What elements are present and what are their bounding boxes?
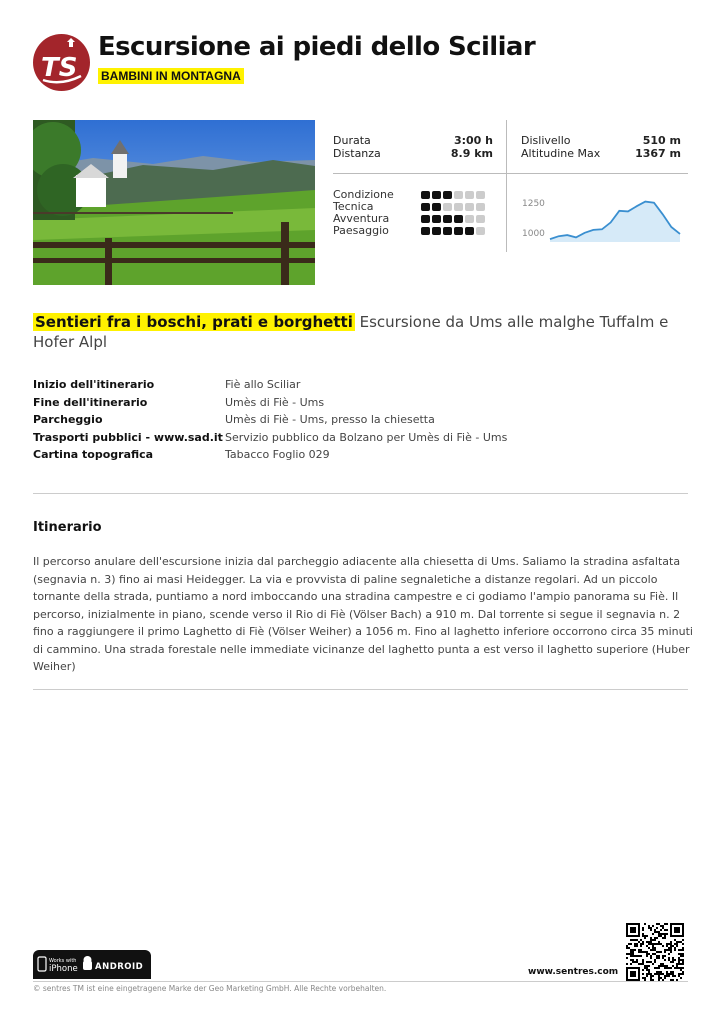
info-value: Umès di Fiè - Ums, presso la chiesetta: [225, 413, 435, 426]
rating-dot: [465, 203, 474, 211]
intro-description: Escursione da Ums alle malghe Tuffalm e Hofer Alpl: [33, 313, 669, 351]
rating-label: Paesaggio: [333, 224, 389, 237]
rating-dots: [421, 215, 485, 223]
iphone-icon: [38, 957, 46, 971]
rating-dot: [476, 203, 485, 211]
info-value: Servizio pubblico da Bolzano per Umès di Fiè - Ums: [225, 430, 508, 444]
dislivello-value: 510 m: [642, 134, 681, 147]
info-value: Tabacco Foglio 029: [225, 448, 330, 461]
rating-label: Tecnica: [333, 200, 374, 213]
android-icon: [83, 956, 92, 970]
rating-dot: [476, 191, 485, 199]
stats-left: [333, 134, 493, 160]
rating-dot: [443, 203, 452, 211]
rating-dots: [421, 203, 485, 211]
section-divider: [33, 493, 688, 494]
rating-dots: [421, 191, 485, 199]
badge-android-text: ANDROID: [95, 962, 144, 972]
rating-dot: [476, 227, 485, 235]
rating-dot: [421, 191, 430, 199]
info-key: Parcheggio: [33, 413, 103, 426]
logo-text: TS: [41, 53, 78, 83]
altitudine-value: 1367 m: [635, 147, 681, 160]
rating-label: Condizione: [333, 188, 394, 201]
rating-dot: [454, 215, 463, 223]
copyright-text: © sentres TM ist eine eingetragene Marke der Geo Marketing GmbH. Alle Rechte vorbehalten.: [33, 984, 387, 993]
rating-dot: [421, 227, 430, 235]
dislivello-label: Dislivello: [521, 134, 571, 147]
page-subtitle: BAMBINI IN MONTAGNA: [98, 68, 244, 84]
y-tick-label: 1250: [522, 199, 545, 209]
info-row: [33, 411, 507, 429]
itinerario-body: Il percorso anulare dell'escursione inizia dal parcheggio adiacente alla chiesetta di Ums. Saliamo la stradina asfaltata (segnavia n. 3) fino ai masi Heidegger. La via e provvista di paline segnaletiche a distanze regolari. Ad un piccolo tornante della strada, puntiamo a nord imboccando una stradina campestre e ci godiamo l'ampio panorama su Fiè. Il percorso, inizialmente in piano, scende verso il Rio di Fiè (Völser Bach) a 910 m. Dal torrente si segue il segnavia n. 2 fino a raggiungere il primo Laghetto di Fiè (Völser Weiher) a 1056 m. Fino al laghetto inferiore occorrono circa 35 minuti di cammino. Una strada forestale nelle immediate vicinanze del laghetto punta a est verso il laghetto superiore (Huber Weiher): [33, 555, 693, 673]
rating-dot: [432, 191, 441, 199]
rating-dot: [476, 215, 485, 223]
badge-iphone-text: iPhone: [49, 964, 78, 974]
badge-small-text: Works with: [49, 958, 77, 964]
altitudine-label: Altitudine Max: [521, 147, 601, 160]
info-row: [33, 376, 507, 394]
rating-dot: [465, 191, 474, 199]
rating-dot: [443, 215, 452, 223]
rating-dot: [421, 203, 430, 211]
footer-divider: [33, 981, 688, 982]
y-tick-label: 1000: [522, 229, 545, 239]
info-value: Umès di Fiè - Ums: [225, 395, 325, 409]
info-key: Cartina topografica: [33, 448, 154, 461]
section-divider: [33, 689, 688, 690]
website-link[interactable]: www.sentres.com: [528, 967, 619, 977]
info-row: [33, 446, 507, 464]
info-key: Fine dell'itinerario: [33, 395, 148, 409]
rating-dot: [465, 215, 474, 223]
rating-dot: [454, 227, 463, 235]
rating-dots: [421, 227, 485, 235]
info-value: Fiè allo Sciliar: [225, 378, 301, 391]
distanza-label: Distanza: [333, 147, 381, 160]
app-badge[interactable]: [33, 950, 151, 979]
stats-divider: [506, 120, 507, 252]
info-key: Inizio dell'itinerario: [33, 378, 155, 391]
rating-dot: [432, 227, 441, 235]
rating-label: Avventura: [333, 212, 390, 225]
difficulty-ratings: [333, 189, 485, 237]
info-table: [33, 376, 507, 464]
rating-dot: [432, 203, 441, 211]
info-key: Trasporti pubblici - www.sad.it: [33, 430, 223, 444]
landscape-photo: [33, 120, 315, 285]
page-title: Escursione ai piedi dello Sciliar: [98, 32, 536, 62]
durata-value: 3:00 h: [453, 134, 493, 147]
rating-dot: [432, 215, 441, 223]
info-row: [33, 429, 507, 447]
elevation-profile: [518, 186, 684, 250]
qr-code[interactable]: [626, 923, 684, 985]
sentres-logo: [33, 34, 90, 91]
rating-dot: [454, 191, 463, 199]
rating-dot: [465, 227, 474, 235]
distanza-value: 8.9 km: [450, 147, 493, 160]
itinerario-heading: Itinerario: [33, 520, 102, 535]
rating-dot: [421, 215, 430, 223]
rating-dot: [443, 227, 452, 235]
rating-row: [333, 225, 485, 237]
stats-right: [521, 134, 681, 160]
rating-dot: [443, 191, 452, 199]
intro-highlight: Sentieri fra i boschi, prati e borghetti: [35, 313, 353, 331]
info-row: [33, 394, 507, 412]
rating-dot: [454, 203, 463, 211]
durata-label: Durata: [333, 134, 371, 147]
stats-separator: [333, 173, 688, 174]
intro-text: [33, 312, 683, 352]
